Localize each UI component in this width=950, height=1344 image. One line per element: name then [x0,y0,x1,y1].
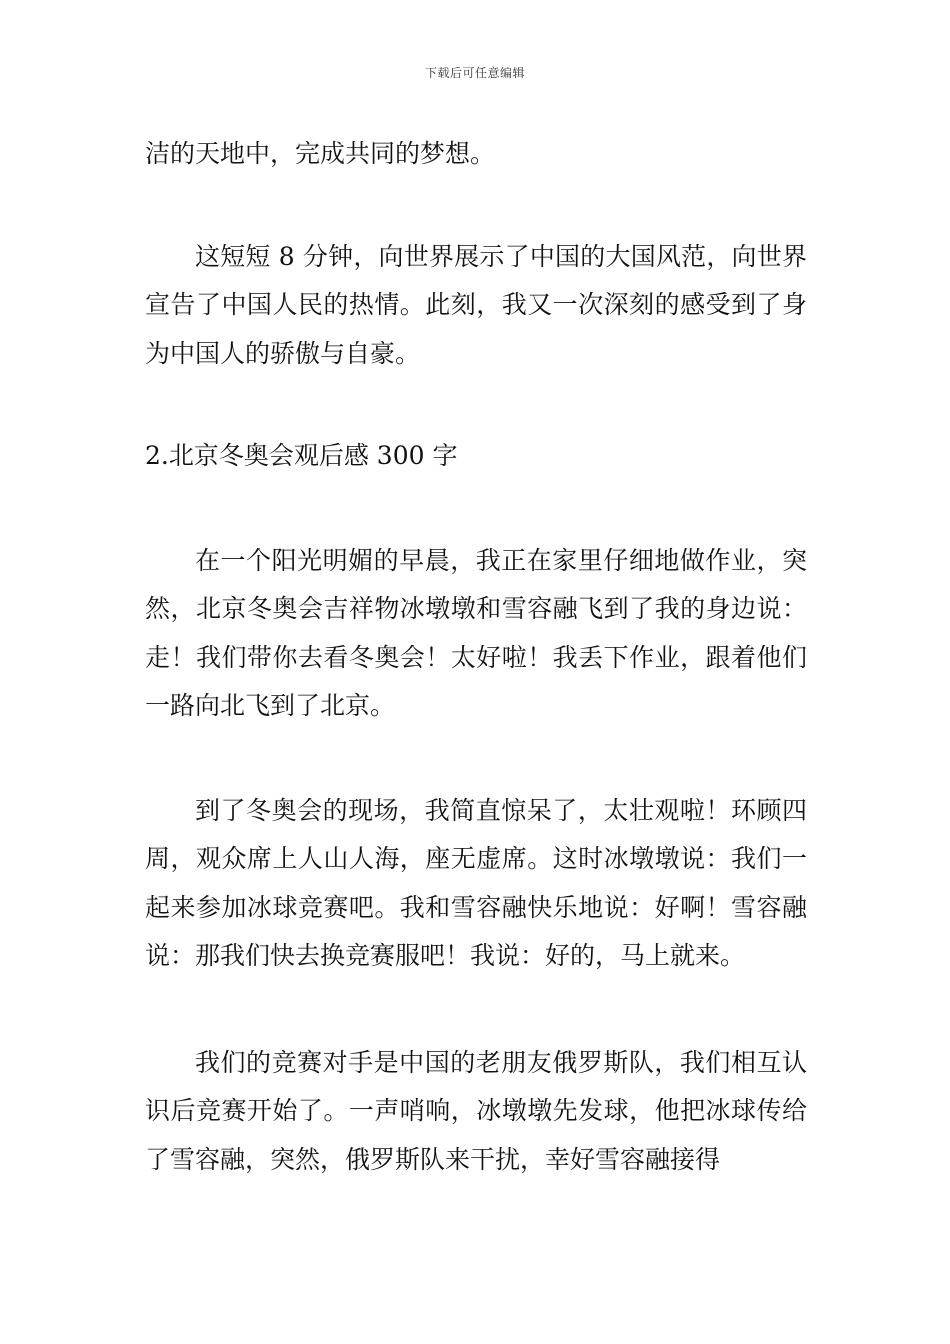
section-heading: 2.北京冬奥会观后感 300 字 [145,441,458,470]
paragraph-continuation: 洁的天地中，完成共同的梦想。 [145,139,496,168]
document-body [145,130,807,1239]
paragraph: 到了冬奥会的现场，我简直惊呆了，太壮观啦！环顾四周，观众席上人山人海，座无虚席。这时冰墩墩说：我们一起来参加冰球竞赛吧。我和雪容融快乐地说：好啊！雪容融说：那我们快去换竞赛服吧！我说：好的，马上就来。 [145,795,807,970]
paragraph: 在一个阳光明媚的早晨，我正在家里仔细地做作业，突然，北京冬奥会吉祥物冰墩墩和雪容融飞到了我的身边说：走！我们带你去看冬奥会！太好啦！我丢下作业，跟着他们一路向北飞到了北京。 [145,545,807,720]
paragraph: 我们的竞赛对手是中国的老朋友俄罗斯队，我们相互认识后竞赛开始了。一声哨响，冰墩墩先发球，他把冰球传给了雪容融，突然，俄罗斯队来干扰，幸好雪容融接得 [145,1047,807,1174]
paragraph: 这短短 8 分钟，向世界展示了中国的大国风范，向世界宣告了中国人民的热情。此刻，我又一次深刻的感受到了身为中国人的骄傲与自豪。 [145,241,807,368]
page-header: 下载后可任意编辑 [424,66,525,80]
